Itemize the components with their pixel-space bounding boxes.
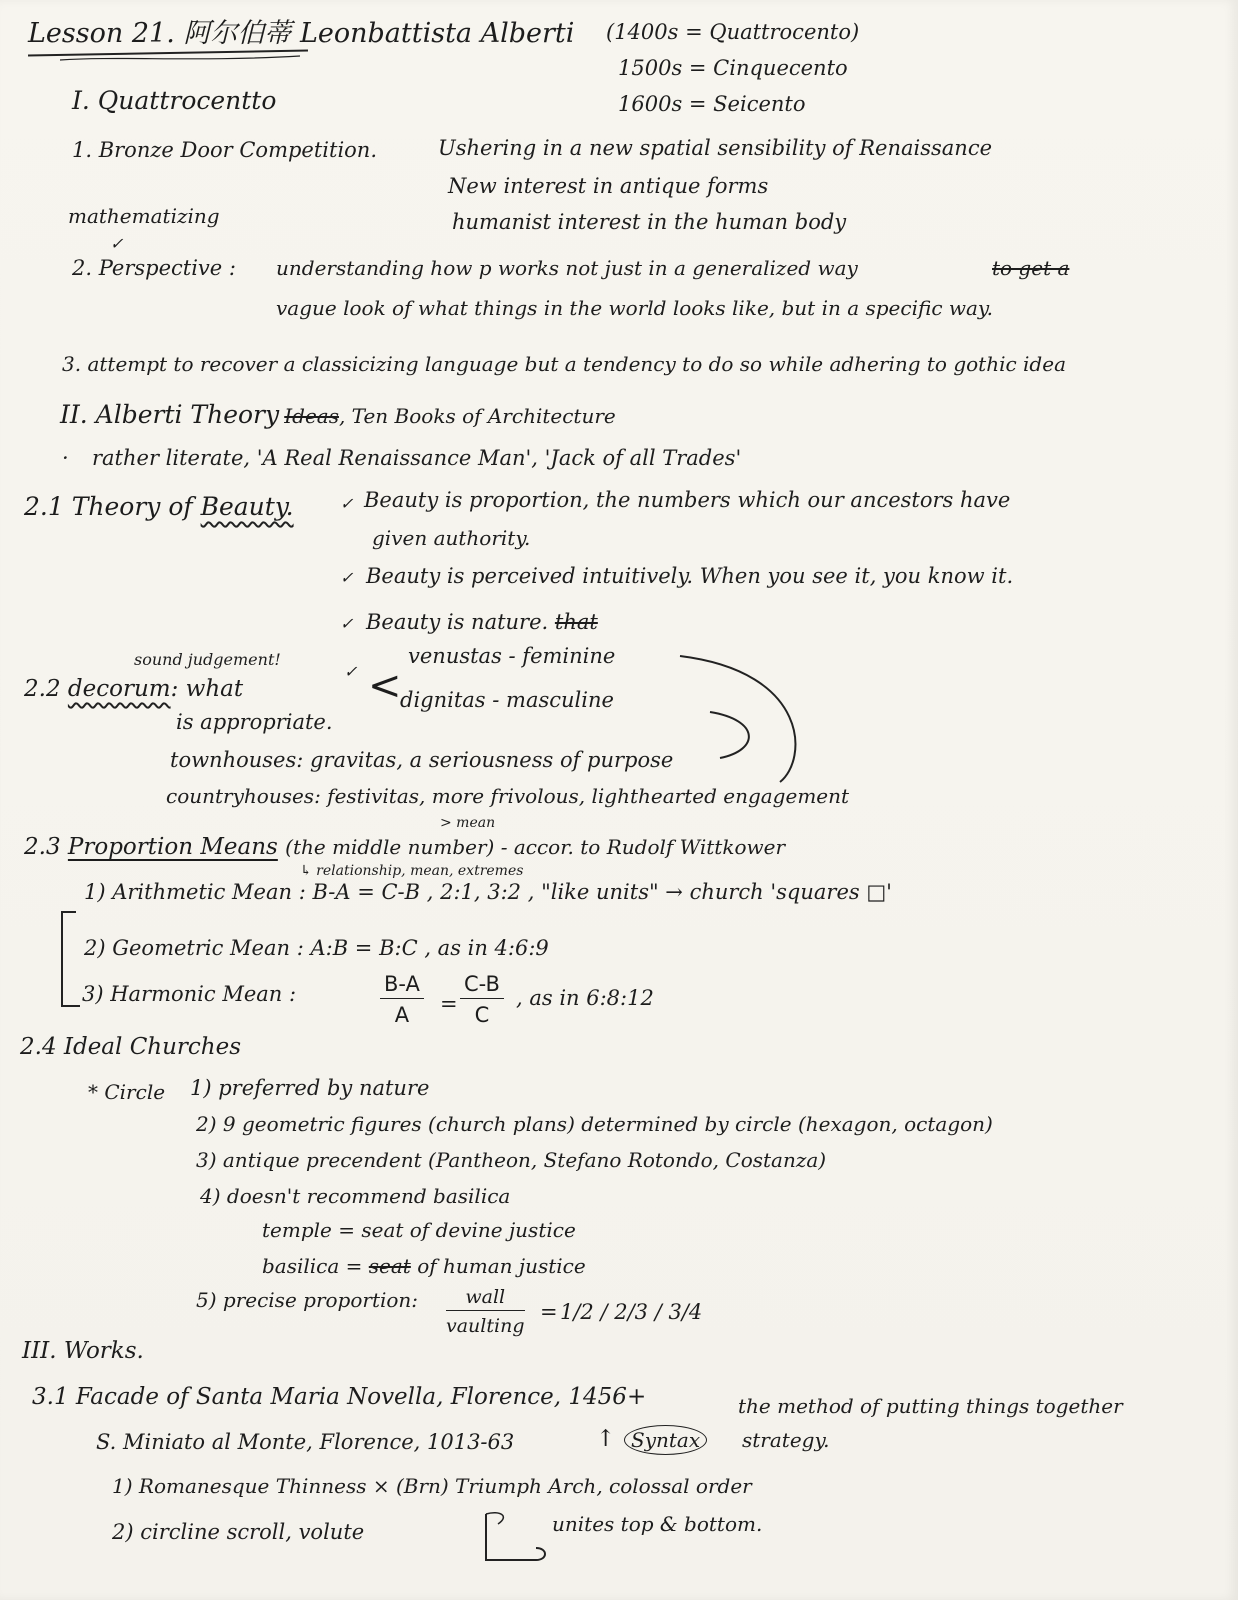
beauty-point-1-cont: given authority. [372,526,531,550]
era-1600: 1600s = Seicento [618,92,806,116]
decorum-check: ✓ [344,662,358,681]
check-mark: ✓ [110,234,124,253]
means-label-word: Proportion Means [67,834,278,860]
section-2-heading: II. Alberti Theory [60,400,280,429]
beauty-check-1: ✓ [340,494,354,513]
beauty-label-word: Beauty. [200,492,294,521]
volute-curl [486,1513,503,1524]
item-2-struck: to get a [992,256,1070,280]
church-basilica-rest: of human justice [417,1254,586,1278]
work-point-2: 2) circline scroll, volute [112,1520,365,1544]
beauty-point-3-line [366,610,598,634]
beauty-point-1: Beauty is proportion, the numbers which our ancestors have [364,488,1011,512]
harmonic-num-1: B-A [380,972,424,999]
church-item-1: 1) preferred by nature [190,1076,430,1100]
harmonic-den-2: C [474,1003,490,1027]
ratio-eq: = [540,1300,558,1324]
decorum-label-line [24,676,243,702]
means-label: 2.3 [24,834,61,860]
townhouses: townhouses: gravitas, a seriousness of purpose [170,748,674,772]
lesson-title: Lesson 21. 阿尔伯蒂 Leonbattista Alberti [28,18,575,49]
section-2-heading-line [60,400,616,429]
title-underline [28,50,308,57]
section-3-heading: III. Works. [22,1338,144,1364]
harmonic-mean-label: 3) Harmonic Mean : [82,982,297,1006]
means-label-rest: (the middle number) - accor. to Rudolf Wittkower [285,835,785,859]
beauty-point-2: Beauty is perceived intuitively. When you see it, you know it. [366,564,1014,588]
venustas: venustas - feminine [408,644,616,668]
harmonic-fraction-2 [460,972,504,1027]
decorum-arc-inner [710,712,749,758]
era-1400: (1400s = Quattrocento) [606,20,860,44]
beauty-check-3: ✓ [340,614,354,633]
item-1-line-2: New interest in antique forms [448,174,769,198]
harmonic-fraction-1 [380,972,424,1027]
section-2-heading-rest: , Ten Books of Architecture [338,404,616,428]
beauty-label-line [24,492,294,521]
beauty-label: 2.1 Theory of [24,492,193,521]
volute-sketch [486,1514,545,1560]
item-3: 3. attempt to recover a classicizing language but a tendency to do so while adhering to gothic idea [62,352,1066,376]
item-1-line-1: Ushering in a new spatial sensibility of Renaissance [438,136,993,160]
churches-label: 2.4 Ideal Churches [20,1034,242,1060]
era-1500: 1500s = Cinquecento [618,56,848,80]
geometric-mean: 2) Geometric Mean : A:B = B:C , as in 4:6:9 [84,936,549,960]
intro-line: rather literate, 'A Real Renaissance Man', 'Jack of all Trades' [92,446,742,470]
decorum-margin-note: sound judgement! [134,650,281,669]
item-1-label: 1. Bronze Door Competition. [72,138,378,162]
harmonic-num-2: C-B [460,972,504,999]
beauty-check-2: ✓ [340,568,354,587]
wall-vaulting-fraction [446,1286,525,1337]
section-2-heading-struck: Ideas [284,404,339,428]
decorum-label-word: decorum [67,676,171,702]
dignitas: dignitas - masculine [400,688,614,712]
church-item-3: 3) antique precendent (Pantheon, Stefano Rotondo, Costanza) [196,1148,827,1172]
ratios: 1/2 / 2/3 / 3/4 [560,1300,703,1324]
intro-bullet: · [62,446,69,470]
church-basilica-line [262,1254,586,1278]
beauty-point-3-struck: that [554,610,598,634]
item-2-label: 2. Perspective : [72,256,236,280]
arithmetic-mean: 1) Arithmetic Mean : B-A = C-B , 2:1, 3:2 , "like units" → church 'squares □' [84,880,892,904]
decorum-label-rest: : what [170,676,244,702]
means-over-note: > mean [440,815,496,831]
margin-note-mathematizing: mathematizing [68,204,220,228]
means-bracket [62,912,80,1006]
decorum-arc-outer [680,656,795,782]
work-1: 3.1 Facade of Santa Maria Novella, Florence, 1456+ [32,1384,647,1410]
syntax-word: Syntax [624,1425,707,1455]
beauty-point-3: Beauty is nature. [366,610,549,634]
means-label-line [24,834,785,860]
work-point-1: 1) Romanesque Thinness × (Brn) Triumph Arch, colossal order [112,1474,752,1498]
church-basilica-label: basilica = [262,1254,363,1278]
church-item-5-label: 5) precise proportion: [196,1288,419,1312]
item-1-line-3: humanist interest in the human body [452,210,847,234]
church-item-2: 2) 9 geometric figures (church plans) determined by circle (hexagon, octagon) [196,1112,993,1136]
harmonic-eq: = [440,992,458,1016]
wall: wall [446,1286,525,1311]
syntax-word-wrap [624,1430,707,1450]
work-point-2-note: unites top & bottom. [552,1512,763,1536]
countryhouses: countryhouses: festivitas, more frivolous, lighthearted engagement [166,784,850,808]
decorum-brace: < [368,663,402,709]
harmonic-example: , as in 6:8:12 [516,986,654,1010]
title-underline-stroke [60,56,300,60]
work-2: S. Miniato al Monte, Florence, 1013-63 [96,1430,515,1454]
church-basilica-struck: seat [368,1254,411,1278]
church-temple: temple = seat of devine justice [262,1218,576,1242]
means-under-note: ↳ relationship, mean, extremes [300,863,524,879]
decorum-label-cont: is appropriate. [176,710,333,734]
vaulting: vaulting [446,1315,525,1337]
item-2-line-1: understanding how p works not just in a generalized way [276,256,858,280]
church-item-4: 4) doesn't recommend basilica [200,1184,511,1208]
syntax-note-2: strategy. [742,1428,830,1452]
work-2-arrow: ↑ [596,1426,616,1452]
decorum-label: 2.2 [24,676,61,702]
section-1-heading: I. Quattrocentto [72,86,277,115]
harmonic-den-1: A [394,1003,410,1027]
item-2-line-2: vague look of what things in the world looks like, but in a specific way. [276,296,993,320]
circle-label: * Circle [88,1080,166,1104]
syntax-note-1: the method of putting things together [738,1394,1123,1418]
